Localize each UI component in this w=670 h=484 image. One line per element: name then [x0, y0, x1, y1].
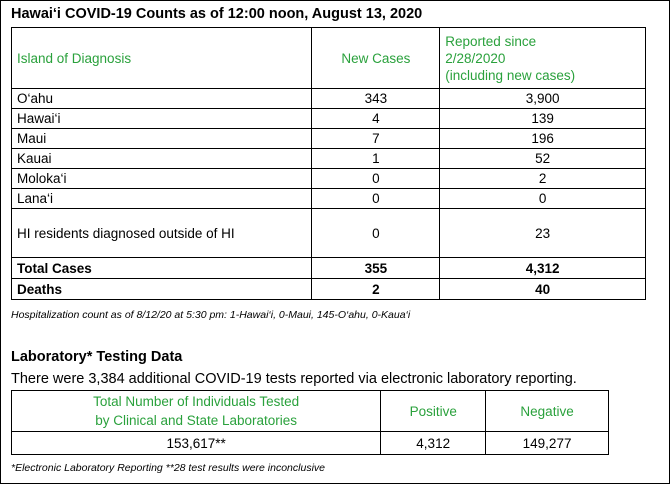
reported-cases: 196 — [440, 129, 646, 149]
deaths-reported: 40 — [440, 279, 646, 300]
lab-table — [11, 390, 609, 455]
header-reported-line2: 2/28/2020 — [445, 50, 506, 66]
island-name: Kauai — [12, 149, 312, 169]
reported-cases: 139 — [440, 109, 646, 129]
lab-header-total-line1: Total Number of Individuals Tested — [93, 394, 300, 409]
header-reported-line1: Reported since — [445, 33, 537, 49]
island-name: Hawai‘i — [12, 109, 312, 129]
total-row — [12, 258, 646, 279]
new-cases: 0 — [312, 189, 440, 209]
new-cases: 7 — [312, 129, 440, 149]
deaths-label: Deaths — [12, 279, 312, 300]
table-row — [12, 209, 646, 258]
header-island: Island of Diagnosis — [12, 28, 312, 89]
table-row — [12, 169, 646, 189]
lab-positive-value: 4,312 — [381, 432, 486, 455]
lab-header-total — [12, 391, 381, 432]
lab-header-total-line2: by Clinical and State Laboratories — [95, 413, 298, 428]
total-reported-cases: 4,312 — [440, 258, 646, 279]
lab-negative-value: 149,277 — [486, 432, 609, 455]
header-reported-line3: (including new cases) — [445, 67, 576, 83]
island-name: O‘ahu — [12, 89, 312, 109]
new-cases: 343 — [312, 89, 440, 109]
lab-header-row — [12, 391, 609, 432]
reported-cases: 0 — [440, 189, 646, 209]
lab-header-negative: Negative — [486, 391, 609, 432]
lab-header-positive: Positive — [381, 391, 486, 432]
deaths-new: 2 — [312, 279, 440, 300]
hospitalization-note: Hospitalization count as of 8/12/20 at 5:30 pm: 1-Hawai‘i, 0-Maui, 145-O‘ahu, 0-Kaua‘i — [11, 309, 411, 321]
new-cases: 4 — [312, 109, 440, 129]
island-name: Maui — [12, 129, 312, 149]
header-reported — [440, 28, 646, 89]
lab-values-row — [12, 432, 609, 455]
page-title: Hawai‘i COVID-19 Counts as of 12:00 noon, August 13, 2020 — [11, 6, 423, 22]
reported-cases: 23 — [440, 209, 646, 258]
new-cases: 1 — [312, 149, 440, 169]
table-row — [12, 109, 646, 129]
lab-description: There were 3,384 additional COVID-19 tests reported via electronic laboratory reporting. — [11, 371, 577, 387]
total-label: Total Cases — [12, 258, 312, 279]
counts-header-row — [12, 28, 646, 89]
header-new-cases: New Cases — [312, 28, 440, 89]
deaths-row — [12, 279, 646, 300]
total-new-cases: 355 — [312, 258, 440, 279]
reported-cases: 52 — [440, 149, 646, 169]
new-cases: 0 — [312, 209, 440, 258]
counts-table — [11, 27, 646, 300]
reported-cases: 3,900 — [440, 89, 646, 109]
table-row — [12, 149, 646, 169]
new-cases: 0 — [312, 169, 440, 189]
table-row — [12, 129, 646, 149]
lab-footnote: *Electronic Laboratory Reporting **28 test results were inconclusive — [11, 462, 325, 474]
island-name: Moloka‘i — [12, 169, 312, 189]
lab-total-value: 153,617** — [12, 432, 381, 455]
island-name: Lana‘i — [12, 189, 312, 209]
table-row — [12, 189, 646, 209]
reported-cases: 2 — [440, 169, 646, 189]
island-name: HI residents diagnosed outside of HI — [12, 209, 312, 258]
table-row — [12, 89, 646, 109]
lab-title: Laboratory* Testing Data — [11, 349, 183, 365]
